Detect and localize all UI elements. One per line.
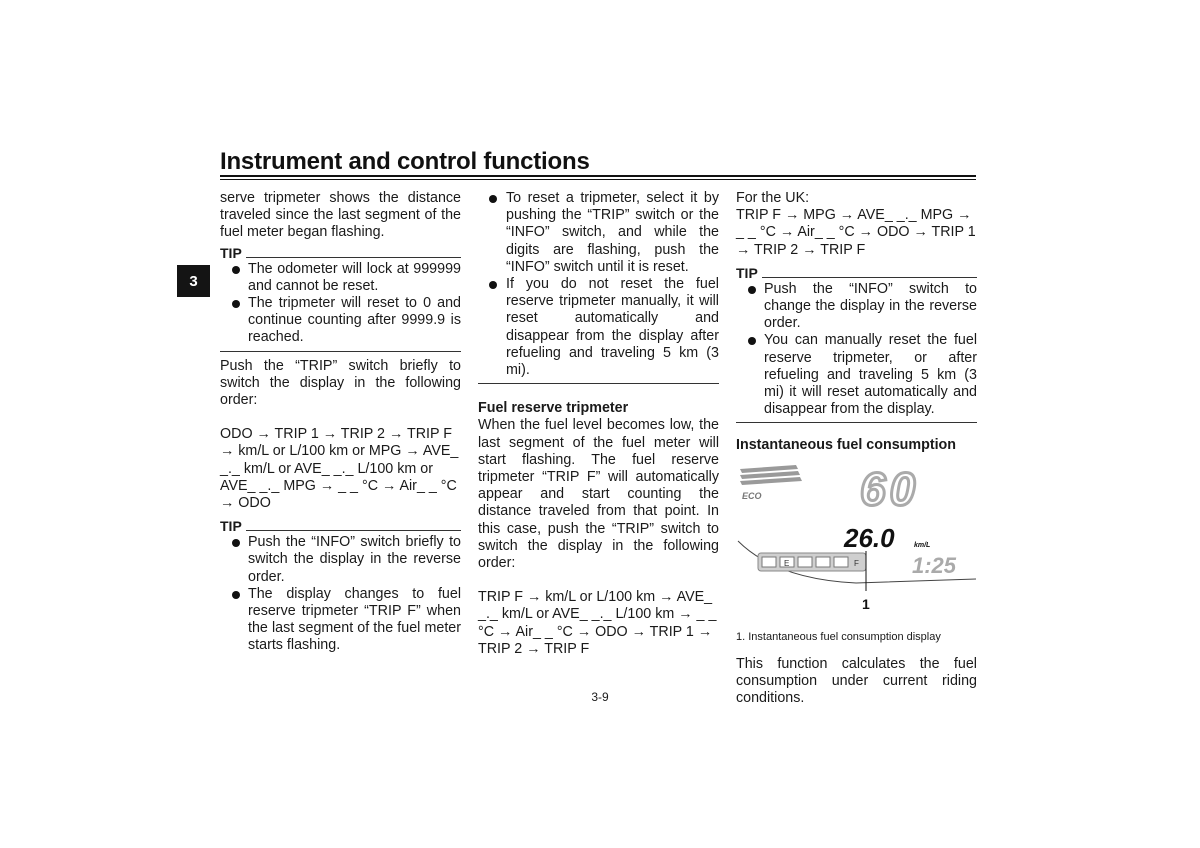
list-item: Push the “INFO” switch to change the display in the reverse order. <box>736 281 977 333</box>
display-order: TRIP F → km/L or L/100 km → AVE_ _._ km/L or AVE_ _._ L/100 km → _ _ °C → Air_ _ °C → ODO → TRIP 1 → TRIP 2 → TRIP F <box>478 589 717 657</box>
tip-label: TIP <box>736 264 758 281</box>
intro-paragraph: serve tripmeter shows the distance traveled since the last segment of the fuel meter began flashing. <box>220 190 461 241</box>
tip-list <box>736 281 977 419</box>
callout-number: 1 <box>862 595 870 612</box>
section-heading: Fuel reserve tripmeter <box>478 400 629 417</box>
push-trip-paragraph: Push the “TRIP” switch briefly to switch the display in the following order: <box>220 357 461 409</box>
tip-label: TIP <box>220 244 242 261</box>
body-paragraph: This function calculates the fuel consumption under current riding conditions. <box>736 655 977 707</box>
clock-digits: 1:25 <box>912 552 957 578</box>
column-1 <box>220 190 461 655</box>
list-item: To reset a tripmeter, select it by pushing the “TRIP” switch or the “INFO” switch, and while the digits are flashing, push the “INFO” switch until it is reset. <box>478 190 719 276</box>
odometer-digits: 60 <box>860 462 920 515</box>
tip-end-rule <box>220 351 461 352</box>
tip-list <box>220 261 461 347</box>
tip-rule <box>246 257 461 258</box>
section-heading: Instantaneous fuel consumption <box>736 437 957 454</box>
tip-rule <box>246 530 461 531</box>
bullet-list <box>478 190 719 379</box>
tip-rule <box>762 277 977 278</box>
fuel-consumption-reading: 26.0 <box>844 522 895 553</box>
list-item: The odometer will lock at 999999 and cannot be reset. <box>220 261 461 295</box>
fuel-empty-label: E <box>784 558 790 568</box>
fuel-full-label: F <box>854 558 859 568</box>
uk-display-order: TRIP F → MPG → AVE_ _._ MPG → _ _ °C → Air_ _ °C → ODO → TRIP 1 → TRIP 2 → TRIP F <box>736 207 976 258</box>
tip-header <box>220 518 461 534</box>
list-item: Push the “INFO” switch briefly to switch the display in the reverse order. <box>220 534 461 586</box>
instrument-display-illustration <box>736 461 977 621</box>
figure-caption: 1. Instantaneous fuel consumption display <box>736 630 941 643</box>
fuel-gauge <box>758 553 866 571</box>
page-title: Instrument and control functions <box>220 148 590 175</box>
body-paragraph: When the fuel level becomes low, the last segment of the fuel meter will start flashing. The fuel reserve tripmeter “TRIP F” will automatically appear and start counting the distance traveled from that point. In this case, push the “TRIP” switch to switch the display in the following order: <box>478 417 719 572</box>
display-order: ODO → TRIP 1 → TRIP 2 → TRIP F → km/L or L/100 km or MPG → AVE_ _._ km/L or AVE_ _._ L/100 km or AVE_ _._ MPG → _ _ °C → Air_ _ °C → ODO <box>220 426 459 512</box>
tip-header <box>220 245 461 261</box>
uk-label: For the UK: <box>736 190 810 206</box>
tip-label: TIP <box>220 518 242 535</box>
list-item: The tripmeter will reset to 0 and continue counting after 9999.9 is reached. <box>220 295 461 347</box>
list-item: If you do not reset the fuel reserve tripmeter manually, it will reset automatically and disappear from the display after refueling and traveling 5 km (3 mi). <box>478 276 719 379</box>
tip-end-rule <box>736 422 977 423</box>
column-2 <box>478 190 719 658</box>
eco-label: ECO <box>742 490 762 501</box>
tip-list <box>220 534 461 654</box>
title-rule <box>220 175 976 180</box>
list-item: You can manually reset the fuel reserve tripmeter, or after refueling and traveling 5 km (3 mi) it will reset automatically and disappear from the display. <box>736 332 977 418</box>
column-3 <box>736 190 977 707</box>
tip-end-rule <box>478 383 719 384</box>
page-number: 3-9 <box>591 690 609 704</box>
list-item: The display changes to fuel reserve tripmeter “TRIP F” when the last segment of the fuel meter starts flashing. <box>220 586 461 655</box>
unit-label: km/L <box>914 541 931 549</box>
speed-stripes <box>740 465 802 485</box>
tip-header <box>736 265 977 281</box>
chapter-tab: 3 <box>177 265 210 297</box>
